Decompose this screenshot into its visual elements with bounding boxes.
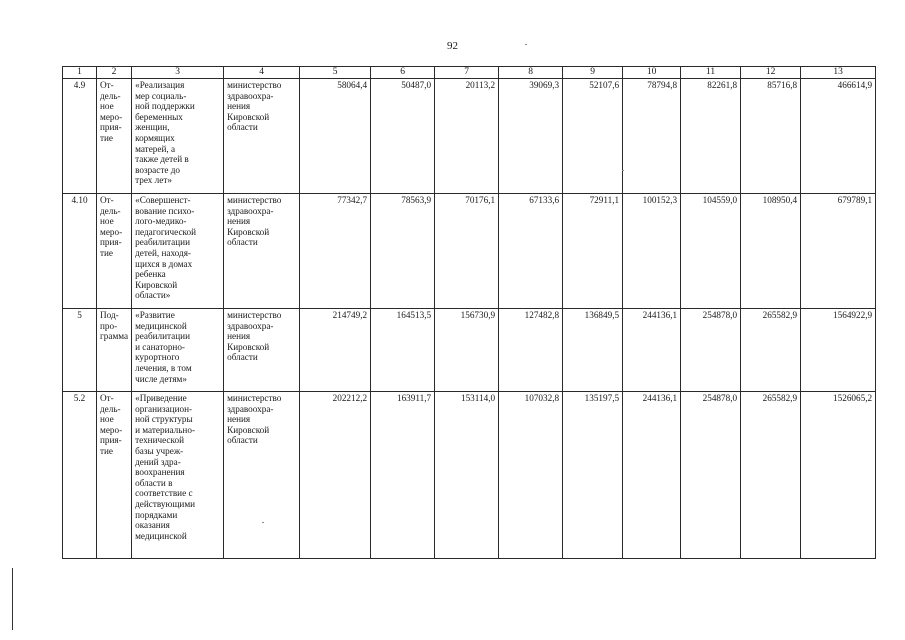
page-number: 92	[447, 40, 458, 52]
column-header: 13	[801, 67, 876, 79]
value-cell: 254878,0	[681, 309, 741, 392]
value-cell: 78794,8	[623, 79, 681, 194]
value-cell: 107032,8	[499, 392, 563, 559]
column-header: 6	[371, 67, 435, 79]
column-header: 3	[132, 67, 224, 79]
column-header: 5	[300, 67, 371, 79]
status-cell: Под- про- грамма	[97, 309, 132, 392]
executor-cell: министерство здравоохра- нения Кировской области	[224, 79, 300, 194]
row-number: 5.2	[63, 392, 97, 559]
value-cell: 244136,1	[623, 392, 681, 559]
column-header: 10	[623, 67, 681, 79]
program-name-cell: «Реализация мер социаль- ной поддержки беременных женщин, кормящих матерей, а также детей в возрасте до трех лет»	[132, 79, 224, 194]
value-cell: 135197,5	[563, 392, 623, 559]
column-header: 12	[741, 67, 801, 79]
table-header-row	[63, 67, 876, 79]
column-header: 2	[97, 67, 132, 79]
value-cell: 244136,1	[623, 309, 681, 392]
value-cell: 70176,1	[435, 194, 499, 309]
value-cell: 100152,3	[623, 194, 681, 309]
total-cell: 1564922,9	[801, 309, 876, 392]
value-cell: 136849,5	[563, 309, 623, 392]
scan-speck	[622, 170, 624, 171]
table-row	[63, 309, 876, 392]
value-cell: 164513,5	[371, 309, 435, 392]
column-header: 4	[224, 67, 300, 79]
status-cell: От- дель- ное меро- прия- тие	[97, 392, 132, 559]
table-row	[63, 194, 876, 309]
executor-cell: министерство здравоохра- нения Кировской области	[224, 309, 300, 392]
value-cell: 58064,4	[300, 79, 371, 194]
budget-table	[62, 66, 876, 559]
total-cell: 1526065,2	[801, 392, 876, 559]
value-cell: 104559,0	[681, 194, 741, 309]
value-cell: 39069,3	[499, 79, 563, 194]
value-cell: 67133,6	[499, 194, 563, 309]
table-row	[63, 392, 876, 559]
program-name-cell: «Совершенст- вование психо- лого-медико- педагогической реабилитации детей, находя- щихся в домах ребенка Кировской области»	[132, 194, 224, 309]
column-header: 7	[435, 67, 499, 79]
scan-speck	[262, 522, 264, 523]
program-name-cell: «Приведение организацион- ной структуры и материально- технической базы учреж- дений здра- воохранения области в соответствие с действующими порядками оказания медицинской	[132, 392, 224, 559]
value-cell: 108950,4	[741, 194, 801, 309]
total-cell: 466614,9	[801, 79, 876, 194]
executor-cell: министерство здравоохра- нения Кировской области	[224, 194, 300, 309]
value-cell: 214749,2	[300, 309, 371, 392]
row-number: 4.10	[63, 194, 97, 309]
scan-speck	[525, 44, 527, 45]
value-cell: 153114,0	[435, 392, 499, 559]
value-cell: 163911,7	[371, 392, 435, 559]
value-cell: 78563,9	[371, 194, 435, 309]
column-header: 1	[63, 67, 97, 79]
scan-margin-line	[12, 568, 13, 630]
value-cell: 156730,9	[435, 309, 499, 392]
value-cell: 52107,6	[563, 79, 623, 194]
value-cell: 265582,9	[741, 309, 801, 392]
row-number: 5	[63, 309, 97, 392]
value-cell: 85716,8	[741, 79, 801, 194]
column-header: 9	[563, 67, 623, 79]
value-cell: 202212,2	[300, 392, 371, 559]
value-cell: 265582,9	[741, 392, 801, 559]
executor-cell: министерство здравоохра- нения Кировской области	[224, 392, 300, 559]
value-cell: 254878,0	[681, 392, 741, 559]
value-cell: 77342,7	[300, 194, 371, 309]
program-name-cell: «Развитие медицинской реабилитации и санаторно- курортного лечения, в том числе детям»	[132, 309, 224, 392]
value-cell: 72911,1	[563, 194, 623, 309]
row-number: 4.9	[63, 79, 97, 194]
column-header: 8	[499, 67, 563, 79]
value-cell: 82261,8	[681, 79, 741, 194]
column-header: 11	[681, 67, 741, 79]
value-cell: 50487,0	[371, 79, 435, 194]
total-cell: 679789,1	[801, 194, 876, 309]
table-row	[63, 79, 876, 194]
status-cell: От- дель- ное меро- прия- тие	[97, 79, 132, 194]
value-cell: 20113,2	[435, 79, 499, 194]
value-cell: 127482,8	[499, 309, 563, 392]
status-cell: От- дель- ное меро- прия- тие	[97, 194, 132, 309]
